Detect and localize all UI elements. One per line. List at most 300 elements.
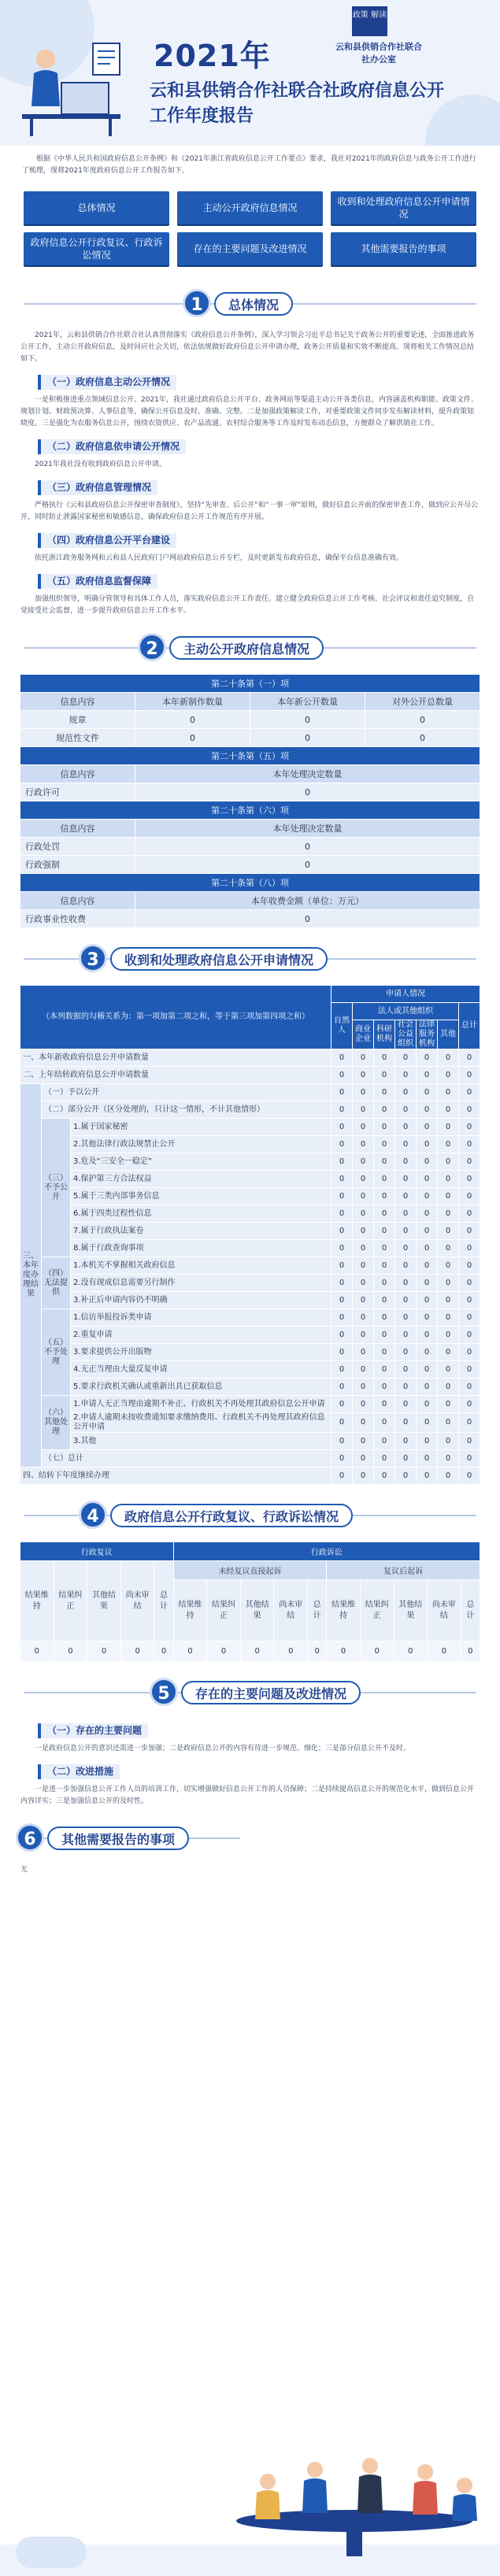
table-cell: 0: [395, 1188, 417, 1205]
table-cell: 0: [374, 1309, 395, 1327]
table-cell: 0: [438, 1205, 459, 1223]
section-number: 1: [183, 289, 211, 317]
table-cell: 0: [374, 1049, 395, 1067]
section-number: 4: [79, 1501, 107, 1529]
column-header: 信息内容: [20, 892, 135, 910]
section-title: 政府信息公开行政复议、行政诉讼情况: [110, 1504, 353, 1527]
table-cell: 0: [459, 1292, 480, 1309]
table-cell: 0: [438, 1292, 459, 1309]
table-row: [20, 1257, 480, 1275]
table-cell: 0: [353, 1101, 374, 1119]
table-row: [20, 783, 480, 801]
table-cell: 0: [365, 711, 480, 729]
table-cell: 0: [240, 1641, 274, 1662]
table-row: [20, 711, 480, 729]
table-cell: 0: [374, 1223, 395, 1240]
table-cell: 0: [395, 1379, 417, 1396]
row-label: （一）予以公开: [42, 1084, 331, 1101]
row-label: 5.要求行政机关确认或重新出具已获取信息: [71, 1379, 331, 1396]
table-cell: 0: [459, 1327, 480, 1344]
table-cell: 0: [353, 1361, 374, 1379]
table-cell: 0: [395, 1101, 417, 1119]
column-header: 科研机构: [374, 1020, 395, 1049]
table-cell: 0: [353, 1450, 374, 1468]
section-title: 收到和处理政府信息公开申请情况: [110, 947, 328, 971]
table-cell: 0: [331, 1450, 353, 1468]
nav-review-litigation[interactable]: 政府信息公开行政复议、行政诉讼情况: [24, 232, 169, 265]
table-cell: 0: [417, 1275, 438, 1292]
section-title: 主动公开政府信息情况: [169, 636, 324, 660]
row-label: 3.危及“三安全一稳定”: [71, 1153, 331, 1171]
subheading: （二）改进措施: [38, 1764, 120, 1779]
row-label: （七）总计: [42, 1450, 331, 1468]
table-cell: 0: [438, 1171, 459, 1188]
table-cell: 0: [395, 1153, 417, 1171]
table-cell: 0: [461, 1641, 480, 1662]
row-label: 二、上年结转政府信息公开申请数量: [20, 1067, 331, 1084]
table-cell: 0: [331, 1153, 353, 1171]
table-cell: 0: [417, 1101, 438, 1119]
table-cell: 0: [417, 1309, 438, 1327]
table-cell: 0: [438, 1396, 459, 1413]
table-cell: 0: [459, 1468, 480, 1485]
column-header: 总计: [154, 1561, 173, 1641]
table-cell: 0: [353, 1153, 374, 1171]
table-cell: 0: [331, 1468, 353, 1485]
column-header: 总计: [459, 1003, 480, 1049]
table-cell: 0: [331, 1136, 353, 1153]
table-group-header: 第二十条第（六）项: [20, 801, 480, 820]
table-cell: 0: [374, 1433, 395, 1450]
table-cell: 0: [353, 1413, 374, 1433]
table-cell: 0: [135, 910, 480, 928]
row-label: 1.本机关不掌握相关政府信息: [71, 1257, 331, 1275]
table-cell: 0: [417, 1292, 438, 1309]
subheading: （四）政府信息公开平台建设: [38, 533, 176, 548]
table-cell: 0: [374, 1101, 395, 1119]
table-cell: 0: [395, 1413, 417, 1433]
table-cell: 0: [353, 1119, 374, 1136]
paragraph: 2021年我社没有收到政府信息公开申请。: [35, 461, 166, 468]
section-number: 2: [138, 633, 166, 661]
table-cell: 0: [459, 1084, 480, 1101]
table-cell: 0: [395, 1361, 417, 1379]
table-row: [20, 1309, 480, 1327]
table-cell: 0: [395, 1327, 417, 1344]
table-cell: 0: [417, 1223, 438, 1240]
table-cell: 0: [417, 1327, 438, 1344]
table-row: [20, 1413, 480, 1433]
table-cell: 0: [374, 1468, 395, 1485]
table-cell: 0: [274, 1641, 308, 1662]
table-cell: 0: [331, 1119, 353, 1136]
table-row: [20, 1084, 480, 1101]
table-row: [20, 1379, 480, 1396]
table-cell: 0: [374, 1240, 395, 1257]
section5-body: [0, 1719, 500, 1808]
table-cell: 0: [438, 1136, 459, 1153]
table-cell: 0: [459, 1344, 480, 1361]
table-cell: 0: [331, 1205, 353, 1223]
table-cell: 0: [459, 1205, 480, 1223]
table-cell: 0: [417, 1257, 438, 1275]
section-number: 6: [16, 1823, 44, 1852]
table-cell: 0: [395, 1450, 417, 1468]
column-header: 结果维持: [327, 1580, 361, 1641]
table-cell: 0: [459, 1396, 480, 1413]
table-cell: 0: [331, 1433, 353, 1450]
table-cell: 0: [395, 1171, 417, 1188]
column-header: 本年新制作数量: [135, 693, 250, 711]
table-row: [20, 1101, 480, 1119]
table-row: [20, 1171, 480, 1188]
table-row: [20, 1223, 480, 1240]
table-cell: 0: [331, 1327, 353, 1344]
column-header: 尚未审结: [274, 1580, 308, 1641]
paragraph: 依托浙江政务服务网和云和县人民政府门户网站政府信息公开专栏，及时更新发布政府信息，确保平台信息准确有效。: [35, 554, 404, 562]
table-cell: 0: [459, 1049, 480, 1067]
table-cell: 0: [353, 1344, 374, 1361]
table-cell: 0: [331, 1171, 353, 1188]
table-cell: 0: [353, 1205, 374, 1223]
column-header: 结果纠正: [207, 1580, 241, 1641]
policy-tag: 政策 解读: [352, 6, 387, 36]
column-header: 结果维持: [20, 1561, 54, 1641]
table-row: [20, 838, 480, 856]
table-cell: 0: [459, 1413, 480, 1433]
table-cell: 规范性文件: [20, 729, 135, 747]
column-header: 其他结果: [87, 1561, 121, 1641]
table-cell: 0: [331, 1309, 353, 1327]
table-cell: 0: [459, 1067, 480, 1084]
table-cell: 0: [395, 1468, 417, 1485]
table-cell: 0: [353, 1292, 374, 1309]
column-header: 本年新公开数量: [250, 693, 365, 711]
org-name: 云和县供销合作社联合社办公室: [335, 42, 422, 65]
subheading: （二）政府信息依申请公开情况: [38, 439, 186, 454]
table-cell: 0: [154, 1641, 173, 1662]
row-label: 1.属于国家秘密: [71, 1119, 331, 1136]
table-group-header: 第二十条第（一）项: [20, 675, 480, 693]
table-row: [20, 1361, 480, 1379]
section-title: 其他需要报告的事项: [47, 1827, 189, 1850]
table-cell: 0: [250, 729, 365, 747]
table-cell: 0: [438, 1275, 459, 1292]
table-cell: 0: [374, 1119, 395, 1136]
row-label: 3.补正后申请内容仍不明确: [71, 1292, 331, 1309]
table-cell: 0: [438, 1379, 459, 1396]
row-label: 7.属于行政执法案卷: [71, 1223, 331, 1240]
section1-body: [0, 330, 500, 617]
table-row: [20, 1049, 480, 1067]
table-cell: 行政事业性收费: [20, 910, 135, 928]
table-cell: 0: [438, 1153, 459, 1171]
row-label: 2.申请人逾期未按收费通知要求缴纳费用、行政机关不再处理其政府信息公开申请: [71, 1413, 331, 1433]
table-cell: 0: [438, 1433, 459, 1450]
column-header: 复议后起诉: [327, 1561, 480, 1580]
table-cell: 0: [459, 1433, 480, 1450]
column-header: 尚未审结: [428, 1580, 461, 1641]
table-cell: 0: [395, 1344, 417, 1361]
header-banner: [0, 0, 500, 146]
section2-heading: [0, 628, 500, 668]
paragraph: 严格执行《云和县政府信息公开保密审查制度》，坚持“先审查、后公开”和“一事一审”原则，做好信息公开前的保密审查工作，做到应公开尽公开，同时防止泄露国家秘密和敏感信息，确保政府信息公开工作规范有序开展。: [20, 502, 479, 521]
table-cell: 0: [417, 1379, 438, 1396]
table-row: [20, 1067, 480, 1084]
column-header: 社会公益组织: [395, 1020, 417, 1049]
column-header: 申请人情况: [331, 986, 480, 1003]
table-cell: 0: [353, 1275, 374, 1292]
nav-other[interactable]: 其他需要报告的事项: [331, 232, 476, 265]
table-cell: 0: [54, 1641, 87, 1662]
paragraph: 加强组织领导，明确分管领导和具体工作人员，落实政府信息公开工作责任。建立健全政府信息公开工作考核、社会评议和责任追究制度，自觉接受社会监督，进一步提升政府信息公开工作水平。: [20, 595, 475, 615]
table-cell: 0: [459, 1223, 480, 1240]
table-cell: 0: [135, 856, 480, 874]
column-header: 本年收费金额（单位：万元）: [135, 892, 480, 910]
table-cell: 0: [417, 1413, 438, 1433]
table-cell: 0: [438, 1468, 459, 1485]
table-cell: 0: [207, 1641, 241, 1662]
table-cell: 0: [374, 1136, 395, 1153]
table-cell: 0: [374, 1275, 395, 1292]
table-cell: 0: [331, 1275, 353, 1292]
column-header: 对外公开总数量: [365, 693, 480, 711]
table-cell: 0: [374, 1344, 395, 1361]
table-cell: 0: [308, 1641, 327, 1662]
table-cell: 0: [374, 1292, 395, 1309]
column-header: 自然人: [331, 1003, 353, 1049]
row-label: 5.属于三类内部事务信息: [71, 1188, 331, 1205]
table-cell: 0: [374, 1361, 395, 1379]
table-cell: 0: [395, 1084, 417, 1101]
table-cell: 0: [374, 1413, 395, 1433]
row-label: 3.要求提供公开出版物: [71, 1344, 331, 1361]
table-cell: 0: [395, 1136, 417, 1153]
table-cell: 0: [459, 1101, 480, 1119]
table-cell: 0: [438, 1049, 459, 1067]
table-cell: 0: [331, 1223, 353, 1240]
row-label: 3.其他: [71, 1433, 331, 1450]
column-header: 尚未审结: [120, 1561, 154, 1641]
worker-illustration: [14, 28, 128, 138]
section4-heading: [0, 1496, 500, 1535]
row-group-label: （六）其他处理: [42, 1396, 71, 1450]
column-header: 结果纠正: [360, 1580, 394, 1641]
row-label: 8.属于行政查询事项: [71, 1240, 331, 1257]
intro-paragraph: 根据《中华人民共和国政府信息公开条例》和《2021年浙江省政府信息公开工作要点》要求，我社对2021年的政府信息与政务公开工作进行了梳理，现将2021年度政府信息公开工作报告如下。: [22, 155, 476, 175]
nav-general[interactable]: 总体情况: [24, 191, 169, 224]
table-cell: 0: [173, 1641, 207, 1662]
column-header: 信息内容: [20, 820, 135, 838]
subheading: （一）存在的主要问题: [38, 1723, 148, 1738]
table-cell: 0: [394, 1641, 428, 1662]
paragraph: 2021年，云和县供销合作社联合社认真贯彻落实《政府信息公开条例》，深入学习领会习近平总书记关于政务公开的重要论述，全面推进政务公开工作，主动公开政府信息，及时回应社会关切，依法依规做好政府信息公开申请办理，政务公开质量和实效不断提高。现将相关工作情况总结如下。: [20, 331, 475, 363]
table-cell: 0: [135, 711, 250, 729]
table-cell: 0: [331, 1240, 353, 1257]
table-row: [20, 1136, 480, 1153]
table-cell: 0: [353, 1049, 374, 1067]
column-header: 商业企业: [353, 1020, 374, 1049]
subheading: （一）政府信息主动公开情况: [38, 375, 176, 390]
table-cell: 0: [374, 1153, 395, 1171]
table-cell: 0: [417, 1361, 438, 1379]
row-group-label: （三）不予公开: [42, 1119, 71, 1257]
column-header: 信息内容: [20, 765, 135, 783]
section-nav: [0, 185, 500, 273]
table-row: [20, 1188, 480, 1205]
table-cell: 0: [331, 1084, 353, 1101]
table-cell: 0: [331, 1101, 353, 1119]
applications-table: [20, 985, 480, 1485]
nav-active-disclosure[interactable]: 主动公开政府信息情况: [177, 191, 323, 224]
table-cell: 0: [417, 1188, 438, 1205]
table-cell: 行政处罚: [20, 838, 135, 856]
row-label: 2.其他法律行政法规禁止公开: [71, 1136, 331, 1153]
column-header: 未经复议直接起诉: [173, 1561, 327, 1580]
table-row: [20, 910, 480, 928]
table-cell: 0: [374, 1450, 395, 1468]
table-cell: 0: [331, 1361, 353, 1379]
table-cell: 0: [438, 1188, 459, 1205]
table-cell: 规章: [20, 711, 135, 729]
table-cell: 0: [331, 1188, 353, 1205]
table-cell: 0: [331, 1413, 353, 1433]
table-cell: 0: [417, 1067, 438, 1084]
table-row: [20, 1275, 480, 1292]
section5-heading: [0, 1673, 500, 1712]
table-cell: 0: [20, 1641, 54, 1662]
table-cell: 0: [459, 1240, 480, 1257]
table-row: [20, 1396, 480, 1413]
paragraph: 一是积极推进重点领域信息公开。2021年，我社通过政府信息公开平台、政务网站等渠道主动公开各类信息，内容涵盖机构职能、政策文件、规划计划、财政预决算、人事信息等，确保公开信息及时、准确、完整。二是加强政策解读工作，对重要政策文件同步发布解读材料，提升政策知晓度。三是强化为农服务信息公开，围绕农资供应、农产品流通、农村综合服务等工作及时发布动态信息，方便群众了解供销社工作。: [20, 396, 478, 427]
table-cell: 0: [374, 1205, 395, 1223]
table-cell: 0: [459, 1171, 480, 1188]
column-header: 法人或其他组织: [353, 1003, 459, 1020]
report-year: 2021年: [154, 39, 271, 73]
table-cell: 0: [395, 1223, 417, 1240]
table-cell: 0: [459, 1119, 480, 1136]
column-header: 法律服务机构: [417, 1020, 438, 1049]
table-row: [20, 1468, 480, 1485]
table-row: [20, 1344, 480, 1361]
table-group-header: 第二十条第（八）项: [20, 874, 480, 892]
table-cell: 0: [438, 1240, 459, 1257]
table-cell: 0: [438, 1067, 459, 1084]
table-cell: 0: [438, 1084, 459, 1101]
table-cell: 0: [438, 1119, 459, 1136]
table-row: [20, 1292, 480, 1309]
table-cell: 0: [438, 1327, 459, 1344]
table-row: [20, 1240, 480, 1257]
table-cell: 0: [459, 1136, 480, 1153]
column-header: 行政诉讼: [173, 1542, 480, 1561]
nav-applications[interactable]: 收到和处理政府信息公开申请情况: [331, 191, 476, 224]
paragraph: 一是进一步加强信息公开工作人员的培训工作，切实增强做好信息公开工作的人员保障；二是持续提高信息公开的规范化水平，做到信息公开内容详实；三是加强信息公开的及时性。: [20, 1786, 475, 1805]
table-cell: 0: [395, 1292, 417, 1309]
table-cell: 0: [327, 1641, 361, 1662]
table-cell: 0: [459, 1379, 480, 1396]
table-row: [20, 1327, 480, 1344]
table-cell: 0: [438, 1413, 459, 1433]
table-cell: 0: [459, 1153, 480, 1171]
table-cell: 0: [331, 1344, 353, 1361]
table-cell: 0: [459, 1361, 480, 1379]
row-label: 4.无正当理由大量反复申请: [71, 1361, 331, 1379]
table-cell: 0: [438, 1257, 459, 1275]
row-label: 4.保护第三方合法权益: [71, 1171, 331, 1188]
table-cell: 0: [331, 1396, 353, 1413]
table-cell: 0: [374, 1396, 395, 1413]
table-cell: 0: [374, 1084, 395, 1101]
table-cell: 0: [353, 1188, 374, 1205]
table-cell: 0: [353, 1396, 374, 1413]
section6-heading: [0, 1819, 500, 1858]
row-label: 6.属于四类过程性信息: [71, 1205, 331, 1223]
row-group-label: （五）不予处理: [42, 1309, 71, 1396]
table-cell: 0: [353, 1257, 374, 1275]
table-cell: 0: [417, 1344, 438, 1361]
table-cell: 0: [374, 1257, 395, 1275]
active-disclosure-table: [20, 674, 480, 928]
table-cell: 0: [331, 1257, 353, 1275]
table-cell: 0: [417, 1153, 438, 1171]
table-cell: 0: [417, 1433, 438, 1450]
table-cell: 0: [87, 1641, 121, 1662]
table-cell: 0: [395, 1119, 417, 1136]
nav-problems[interactable]: 存在的主要问题及改进情况: [177, 232, 323, 265]
table-cell: 0: [374, 1188, 395, 1205]
row-group-label: （四）无法提供: [42, 1257, 71, 1309]
table-cell: 0: [459, 1188, 480, 1205]
table-cell: 0: [135, 838, 480, 856]
table-cell: 0: [395, 1257, 417, 1275]
table-row: [20, 1450, 480, 1468]
subheading: （三）政府信息管理情况: [38, 480, 157, 495]
row-label: 1.信访举报投诉类申请: [71, 1309, 331, 1327]
column-header: 其他: [438, 1020, 459, 1049]
table-cell: 0: [417, 1468, 438, 1485]
team-illustration: [0, 2426, 500, 2576]
table-corner-note: （本列数据的勾稽关系为：第一项加第二项之和，等于第三项加第四项之和）: [20, 986, 331, 1049]
row-label: 四、结转下年度继续办理: [20, 1468, 331, 1485]
section1-heading: [0, 284, 500, 324]
table-cell: 0: [395, 1309, 417, 1327]
column-header: 本年处理决定数量: [135, 765, 480, 783]
table-cell: 0: [417, 1119, 438, 1136]
table-row: [20, 856, 480, 874]
table-cell: 0: [374, 1379, 395, 1396]
table-cell: 0: [353, 1223, 374, 1240]
row-label: （二）部分公开（区分处理的，只计这一情形，不计其他情形）: [42, 1101, 331, 1119]
table-cell: 0: [438, 1309, 459, 1327]
table-cell: 0: [417, 1171, 438, 1188]
table-cell: 0: [395, 1240, 417, 1257]
table-cell: 0: [417, 1240, 438, 1257]
paragraph: 一是政府信息公开的意识还需进一步加强；二是政府信息公开的内容有待进一步规范、细化；三是部分信息公开不及时。: [35, 1745, 411, 1752]
section-title: 存在的主要问题及改进情况: [181, 1681, 361, 1704]
table-cell: 0: [438, 1101, 459, 1119]
table-cell: 0: [459, 1450, 480, 1468]
column-header: 其他结果: [394, 1580, 428, 1641]
column-header: 总计: [461, 1580, 480, 1641]
table-cell: 0: [353, 1379, 374, 1396]
row-label: 2.没有现成信息需要另行制作: [71, 1275, 331, 1292]
subheading: （五）政府信息监督保障: [38, 574, 157, 589]
table-cell: 0: [250, 711, 365, 729]
table-cell: 0: [353, 1136, 374, 1153]
table-cell: 0: [365, 729, 480, 747]
table-cell: 0: [459, 1309, 480, 1327]
